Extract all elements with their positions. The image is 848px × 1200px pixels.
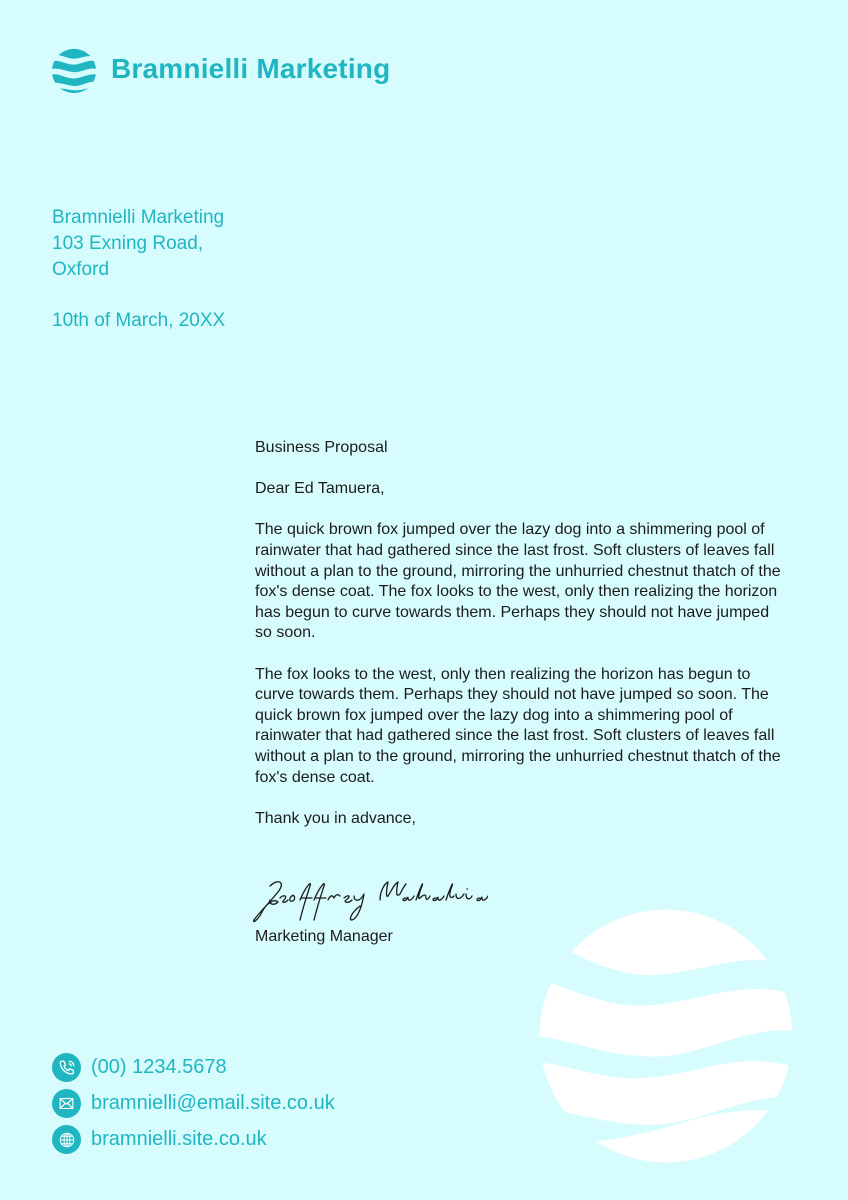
paragraph: The quick brown fox jumped over the lazy dog into a shimmering pool of rainwater that had gathered since the last frost. Soft clusters of leaves fall without a plan to the ground, mirroring the unhurried chestnut thatch of the fox's dense coat. The fox looks to the west, only then realizing the horizon has begun to curve towards them. Perhaps they should not have jumped so soon. <box>255 521 781 642</box>
signer-title: Marketing Manager <box>255 928 393 945</box>
phone-icon <box>52 1053 81 1082</box>
globe-icon <box>52 1125 81 1154</box>
address-line: Oxford <box>52 259 110 280</box>
salutation: Dear Ed Tamuera, <box>255 480 385 498</box>
letter-subject: Business Proposal <box>255 439 388 456</box>
email-link[interactable]: bramnielli@email.site.co.uk <box>91 1092 335 1114</box>
sender-address <box>52 205 224 283</box>
contact-phone[interactable] <box>52 1053 227 1082</box>
closing: Thank you in advance, <box>255 809 416 827</box>
wave-globe-watermark-icon <box>537 906 795 1166</box>
wave-globe-icon <box>51 48 97 94</box>
letter-date: 10th of March, 20XX <box>52 310 226 331</box>
signature <box>248 872 488 927</box>
brand-name: Bramnielli Marketing <box>111 53 391 84</box>
phone-number[interactable]: (00) 1234.5678 <box>91 1056 227 1078</box>
contact-website[interactable] <box>52 1125 267 1154</box>
paragraph: The fox looks to the west, only then realizing the horizon has begun to curve towards them. Perhaps they should not have jumped so soon. The quick brown fox jumped over the lazy dog into a shimmering pool of rainwater that had gathered since the last frost. Soft clusters of leaves fall without a plan to the ground, mirroring the unhurried chestnut thatch of the fox's dense coat. <box>255 665 781 786</box>
address-line: Bramnielli Marketing <box>52 207 225 228</box>
mail-icon <box>52 1089 81 1118</box>
letter-body <box>255 438 790 850</box>
address-line: 103 Exning Road, <box>52 233 204 254</box>
contact-email[interactable] <box>52 1089 335 1118</box>
website-link[interactable]: bramnielli.site.co.uk <box>91 1128 267 1150</box>
